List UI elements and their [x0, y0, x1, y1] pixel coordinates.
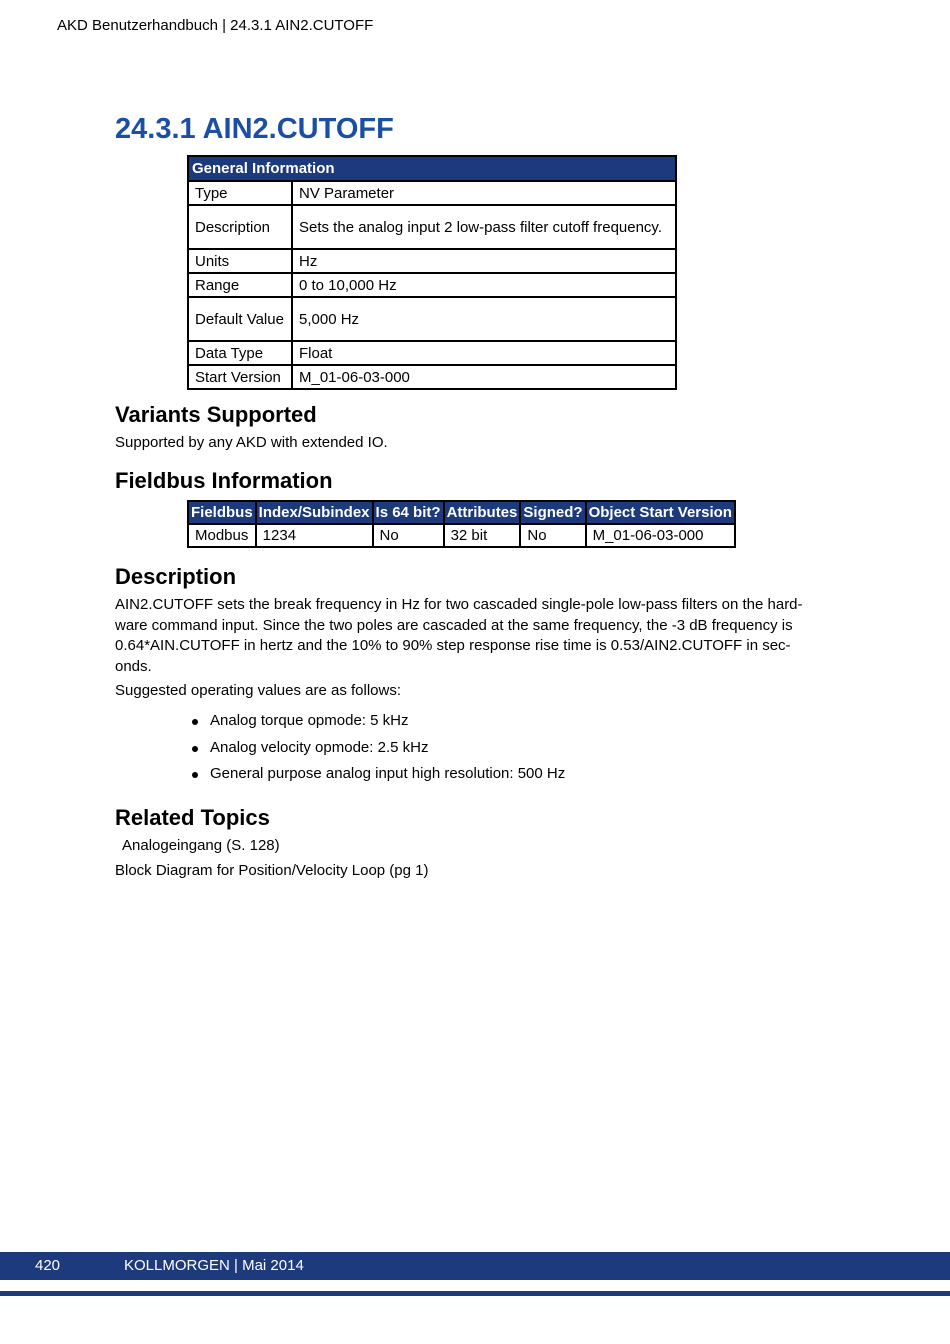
table-cell: Modbus: [188, 524, 256, 547]
column-header: Index/Subindex: [256, 501, 373, 524]
table-cell: 1234: [256, 524, 373, 547]
table-row: [188, 524, 735, 547]
bullet-icon: [192, 746, 198, 752]
row-value: Sets the analog input 2 low-pass filter cutoff frequency.: [292, 205, 676, 249]
fieldbus-table: [187, 500, 736, 548]
suggested-values-text: Suggested operating values are as follows:: [115, 682, 402, 699]
footer-publisher: KOLLMORGEN | Mai 2014: [124, 1257, 304, 1274]
variants-heading: Variants Supported: [115, 402, 317, 427]
list-item-text: General purpose analog input high resolution: 500 Hz: [210, 765, 566, 782]
table-row: [188, 181, 676, 205]
description-heading: Description: [115, 564, 237, 589]
page-title: 24.3.1 AIN2.CUTOFF: [115, 113, 394, 145]
row-value: M_01-06-03-000: [292, 365, 676, 389]
description-line: onds.: [115, 657, 152, 675]
description-line: AIN2.CUTOFF sets the break frequency in Hz for two cascaded single-pole low-pass filters on the hard-: [115, 596, 803, 613]
description-line: 0.64*AIN.CUTOFF in hertz and the 10% to 90% step response rise time is 0.53/AIN2.CUTOFF in sec-: [115, 637, 791, 654]
table-cell: No: [520, 524, 585, 547]
row-value: Hz: [292, 249, 676, 273]
table-row: [188, 365, 676, 389]
table-cell: M_01-06-03-000: [586, 524, 735, 547]
column-header: Is 64 bit?: [373, 501, 444, 524]
table-header-row: [188, 501, 735, 524]
row-label: Start Version: [188, 365, 292, 389]
list-item: [187, 762, 565, 789]
table-cell: No: [373, 524, 444, 547]
general-information-heading: General Information: [188, 156, 676, 181]
suggested-values-list: [187, 709, 565, 789]
table-row: [188, 273, 676, 297]
row-value: NV Parameter: [292, 181, 676, 205]
list-item-text: Analog velocity opmode: 2.5 kHz: [210, 738, 429, 756]
description-line: ware command input. Since the two poles are cascaded at the same frequency, the -3 dB frequency is: [115, 616, 793, 634]
column-header: Fieldbus: [188, 501, 256, 524]
fieldbus-heading: Fieldbus Information: [115, 468, 333, 493]
page-number: 420: [35, 1257, 61, 1274]
row-label: Type: [188, 181, 292, 205]
row-label: Data Type: [188, 341, 292, 365]
table-row: [188, 249, 676, 273]
column-header: Signed?: [520, 501, 585, 524]
row-value: 0 to 10,000 Hz: [292, 273, 676, 297]
list-item: [187, 736, 565, 763]
row-value: Float: [292, 341, 676, 365]
related-link-block-diagram[interactable]: Block Diagram for Position/Velocity Loop (pg 1): [115, 862, 429, 879]
table-cell: 32 bit: [444, 524, 521, 547]
row-label: Range: [188, 273, 292, 297]
related-link-analogeingang[interactable]: Analogeingang (S. 128): [122, 837, 280, 854]
table-row: [188, 297, 676, 341]
bullet-icon: [192, 719, 198, 725]
column-header: Attributes: [444, 501, 521, 524]
table-row: [188, 205, 676, 249]
bullet-icon: [192, 772, 198, 778]
running-header: AKD Benutzerhandbuch | 24.3.1 AIN2.CUTOFF: [57, 17, 374, 34]
list-item: [187, 709, 565, 736]
row-label: Default Value: [188, 297, 292, 341]
row-value: 5,000 Hz: [292, 297, 676, 341]
footer-divider: [0, 1291, 950, 1296]
description-paragraph: [115, 595, 803, 677]
column-header: Object Start Version: [586, 501, 735, 524]
variants-text: Supported by any AKD with extended IO.: [115, 434, 388, 451]
list-item-text: Analog torque opmode: 5 kHz: [210, 712, 409, 729]
table-row: [188, 341, 676, 365]
row-label: Description: [188, 205, 292, 249]
general-information-table: [187, 155, 677, 390]
row-label: Units: [188, 249, 292, 273]
related-topics-heading: Related Topics: [115, 805, 270, 830]
